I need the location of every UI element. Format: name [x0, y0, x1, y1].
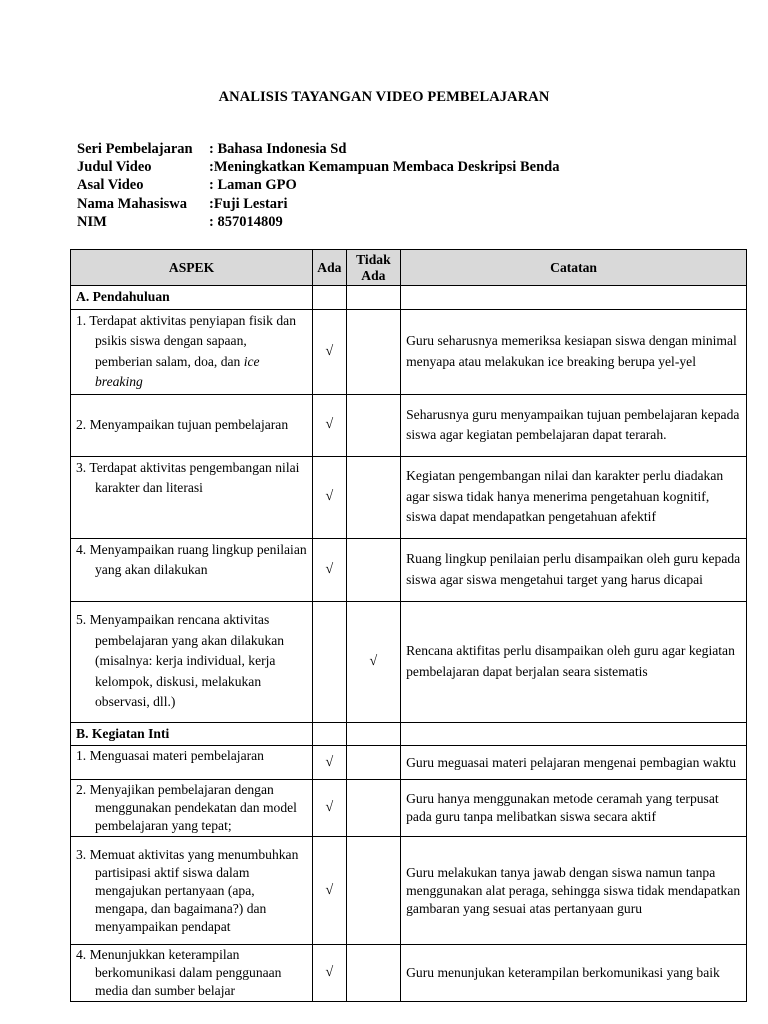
section-title: A. Pendahuluan: [71, 286, 313, 310]
table-row: [71, 538, 747, 601]
meta-row-nim: [77, 213, 559, 231]
catatan-cell: Ruang lingkup penilaian perlu disampaikan oleh guru kepada siswa agar siswa mengetahui target yang harus dicapai: [401, 538, 747, 601]
meta-info: [77, 140, 559, 231]
table-header-row: [71, 250, 747, 286]
check-tidak-ada: [346, 780, 400, 837]
check-ada: √: [313, 538, 347, 601]
check-ada: √: [313, 456, 347, 538]
header-ada: Ada: [313, 250, 347, 286]
aspek-cell: 3. Memuat aktivitas yang menumbuhkan partisipasi aktif siswa dalam mengajukan pertanyaan (apa, mengapa, dan bagaimana?) dan menyampaikan pendapat: [71, 837, 313, 945]
check-tidak-ada: [346, 945, 400, 1002]
catatan-cell: Guru menunjukan keterampilan berkomunikasi yang baik: [401, 945, 747, 1002]
meta-label: Nama Mahasiswa: [77, 195, 187, 212]
meta-label: NIM: [77, 213, 107, 230]
aspek-cell: 1. Terdapat aktivitas penyiapan fisik dan psikis siswa dengan sapaan, pemberian salam, doa, dan ice breaking: [71, 309, 313, 394]
check-tidak-ada: [346, 394, 400, 456]
aspek-cell: 4. Menunjukkan keterampilan berkomunikasi dalam penggunaan media dan sumber belajar: [71, 945, 313, 1002]
check-ada: √: [313, 837, 347, 945]
table-row: [71, 456, 747, 538]
section-row-pendahuluan: [71, 286, 747, 310]
aspek-cell: 3. Terdapat aktivitas pengembangan nilai karakter dan literasi: [71, 456, 313, 538]
check-tidak-ada: [346, 309, 400, 394]
table-row: [71, 601, 747, 722]
meta-value: :Meningkatkan Kemampuan Membaca Deskripsi Benda: [209, 159, 560, 176]
check-ada: √: [313, 780, 347, 837]
section-row-kegiatan-inti: [71, 722, 747, 746]
catatan-cell: Kegiatan pengembangan nilai dan karakter perlu diadakan agar siswa tidak hanya menerima pengetahuan kognitif, siswa dapat mendapatkan pengetahuan afektif: [401, 456, 747, 538]
check-ada: √: [313, 309, 347, 394]
analysis-table: [70, 249, 747, 1002]
table-row: [71, 394, 747, 456]
meta-value: : Laman GPO: [209, 177, 297, 194]
meta-row-nama: [77, 195, 559, 213]
document-title: ANALISIS TAYANGAN VIDEO PEMBELAJARAN: [218, 89, 550, 105]
meta-value: :Fuji Lestari: [209, 195, 288, 212]
aspek-cell: 2. Menyajikan pembelajaran dengan menggunakan pendekatan dan model pembelajaran yang tepat;: [71, 780, 313, 837]
aspek-cell: 4. Menyampaikan ruang lingkup penilaian yang akan dilakukan: [71, 538, 313, 601]
meta-value: : 857014809: [209, 213, 283, 230]
check-tidak-ada: √: [346, 601, 400, 722]
check-ada: [313, 601, 347, 722]
catatan-cell: Guru seharusnya memeriksa kesiapan siswa dengan minimal menyapa atau melakukan ice breaking berupa yel-yel: [401, 309, 747, 394]
meta-label: Asal Video: [77, 177, 144, 194]
check-ada: √: [313, 746, 347, 780]
table-row: [71, 309, 747, 394]
check-tidak-ada: [346, 837, 400, 945]
aspek-cell: 2. Menyampaikan tujuan pembelajaran: [71, 394, 313, 456]
catatan-cell: Guru hanya menggunakan metode ceramah yang terpusat pada guru tanpa melibatkan siswa secara aktif: [401, 780, 747, 837]
check-tidak-ada: [346, 456, 400, 538]
header-aspek: ASPEK: [71, 250, 313, 286]
meta-value: : Bahasa Indonesia Sd: [209, 141, 347, 157]
table-row: [71, 837, 747, 945]
section-title: B. Kegiatan Inti: [71, 722, 313, 746]
catatan-cell: Seharusnya guru menyampaikan tujuan pembelajaran kepada siswa agar kegiatan pembelajaran dapat terarah.: [401, 394, 747, 456]
check-tidak-ada: [346, 746, 400, 780]
aspek-cell: 1. Menguasai materi pembelajaran: [71, 746, 313, 780]
table-row: [71, 746, 747, 780]
catatan-cell: Rencana aktifitas perlu disampaikan oleh guru agar kegiatan pembelajaran dapat berjalan seara sistematis: [401, 601, 747, 722]
check-ada: √: [313, 945, 347, 1002]
table-row: [71, 780, 747, 837]
meta-label: Seri Pembelajaran: [77, 141, 193, 157]
check-tidak-ada: [346, 538, 400, 601]
aspek-cell: 5. Menyampaikan rencana aktivitas pembelajaran yang akan dilakukan (misalnya: kerja individual, kerja kelompok, diskusi, melakukan observasi, dll.): [71, 601, 313, 722]
meta-row-asal: [77, 176, 559, 194]
catatan-cell: Guru meguasai materi pelajaran mengenai pembagian waktu: [401, 746, 747, 780]
check-ada: √: [313, 394, 347, 456]
meta-row-seri: [77, 140, 559, 158]
catatan-cell: Guru melakukan tanya jawab dengan siswa namun tanpa menggunakan alat peraga, sehingga siswa tidak mendapatkan gambaran yang sesuai atas pertanyaan guru: [401, 837, 747, 945]
table-row: [71, 945, 747, 1002]
header-catatan: Catatan: [401, 250, 747, 286]
meta-row-judul: [77, 158, 559, 176]
meta-label: Judul Video: [77, 159, 152, 176]
header-tidak-ada: Tidak Ada: [346, 250, 400, 286]
